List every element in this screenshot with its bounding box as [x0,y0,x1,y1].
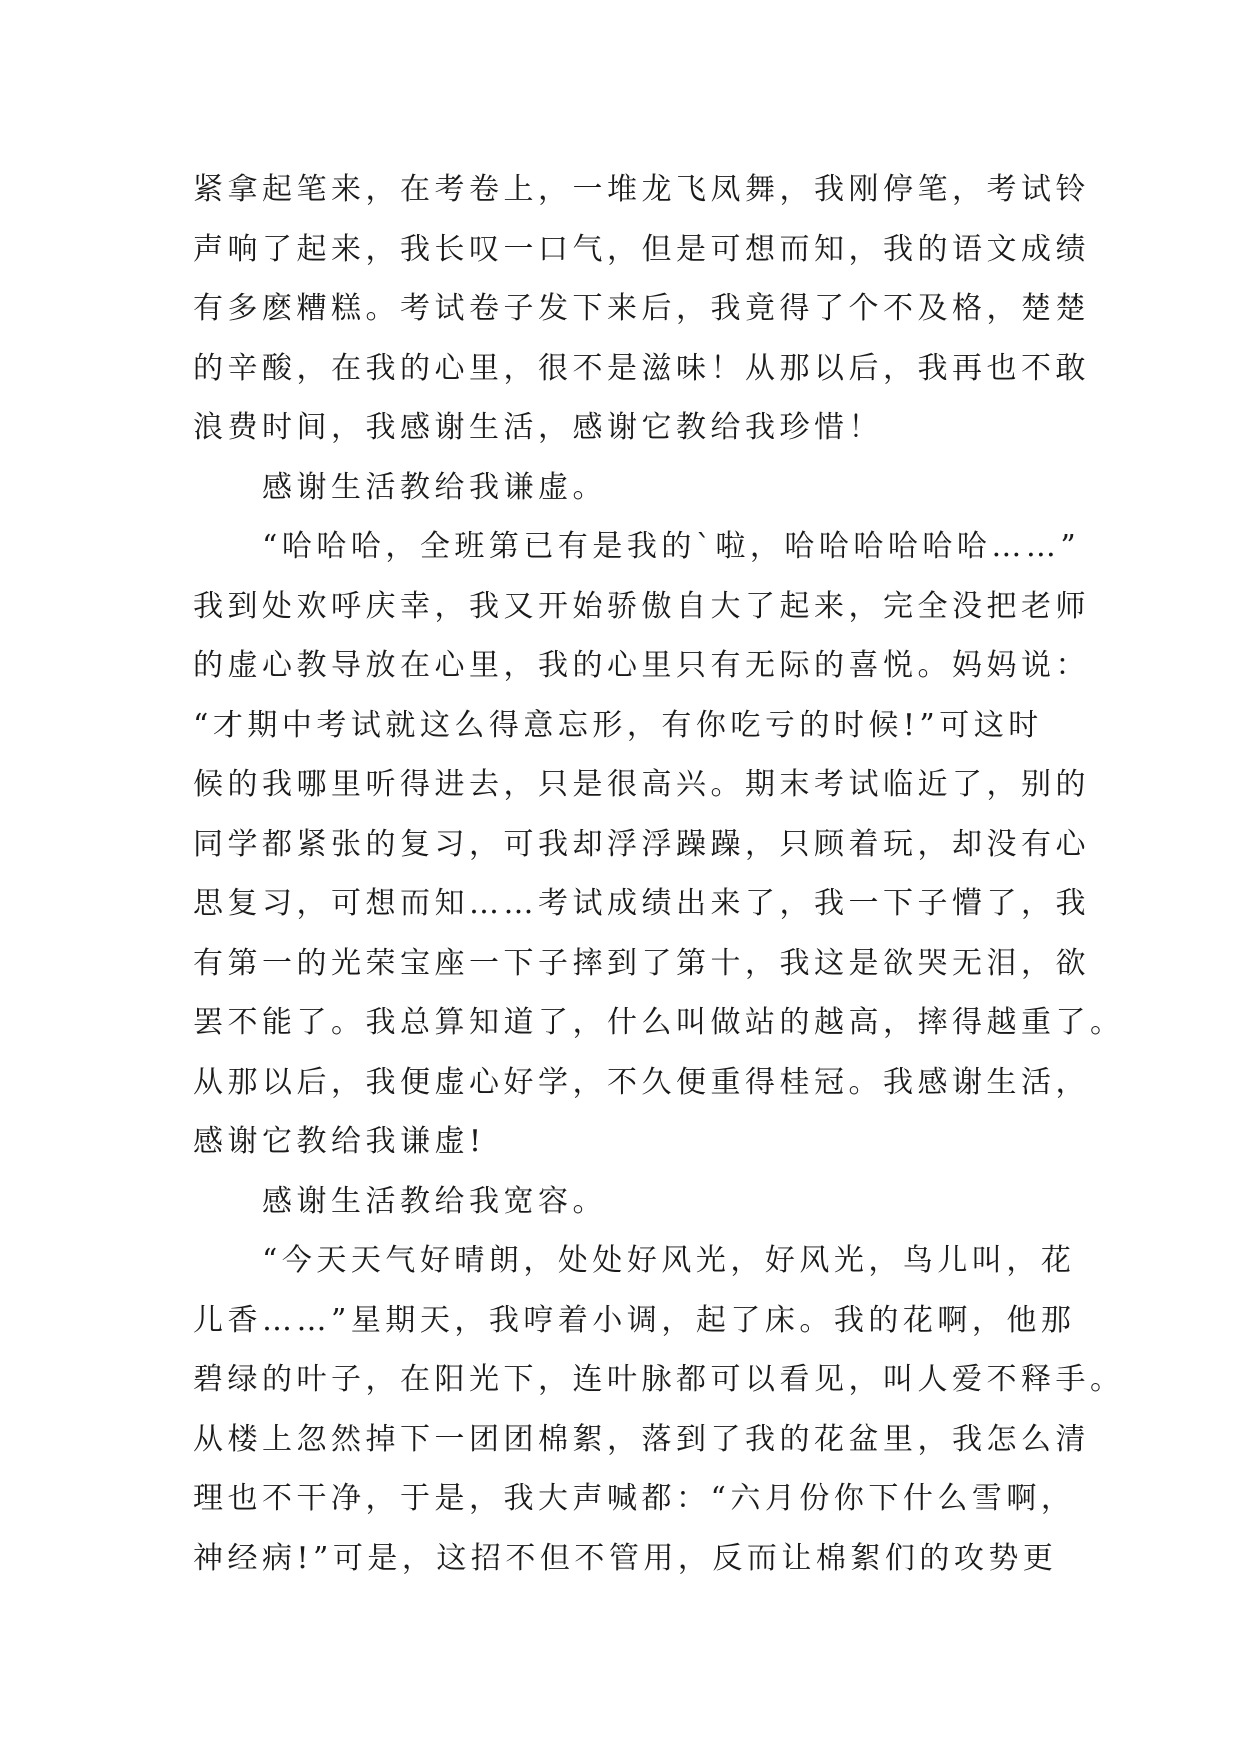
text-line: 感谢它教给我谦虚! [193,1124,486,1159]
text-line: 浪费时间，我感谢生活，感谢它教给我珍惜！ [193,410,883,445]
text-line: 碧绿的叶子，在阳光下，连叶脉都可以看见，叫人爱不释手。 [193,1362,1125,1397]
text-line: 理也不干净，于是，我大声喊都：“六月份你下什么雪啊， [193,1481,1076,1516]
text-line: 思复习，可想而知……考试成绩出来了，我一下子懵了，我 [193,886,1090,921]
text-line: 同学都紧张的复习，可我却浮浮躁躁，只顾着玩，却没有心 [193,826,1090,862]
text-line: 从楼上忽然掉下一团团棉絮，落到了我的花盆里，我怎么清 [193,1421,1090,1457]
text-line: 的辛酸，在我的心里，很不是滋味！从那以后，我再也不敢 [193,350,1090,386]
essay-text [193,160,1125,1588]
section-heading: 感谢生活教给我宽容。 [193,1183,607,1219]
text-line: 有多麽糟糕。考试卷子发下来后，我竟得了个不及格，楚楚 [193,291,1090,326]
text-line: 儿香……”星期天，我哼着小调，起了床。我的花啊，他那 [193,1302,1076,1338]
text-line: “才期中考试就这么得意忘形，有你吃亏的时候!”可这时 [193,707,1043,743]
text-line: 紧拿起笔来，在考卷上，一堆龙飞凤舞，我刚停笔，考试铃 [193,172,1090,207]
section-heading: 感谢生活教给我谦虚。 [193,469,607,505]
text-line: 的虚心教导放在心里，我的心里只有无际的喜悦。妈妈说： [193,648,1090,683]
text-line: “今天天气好晴朗，处处好风光，好风光，鸟儿叫，花 [193,1243,1076,1278]
text-line: 声响了起来，我长叹一口气，但是可想而知，我的语文成绩 [193,231,1090,267]
text-line: 候的我哪里听得进去，只是很高兴。期末考试临近了，别的 [193,767,1090,802]
text-line: 从那以后，我便虚心好学，不久便重得桂冠。我感谢生活， [193,1064,1090,1100]
text-line: 罢不能了。我总算知道了，什么叫做站的越高，摔得越重了。 [193,1005,1125,1040]
text-line: “哈哈哈，全班第已有是我的`啦，哈哈哈哈哈哈……” [193,529,1081,564]
text-line: 有第一的光荣宝座一下子摔到了第十，我这是欲哭无泪，欲 [193,945,1090,981]
text-line: 我到处欢呼庆幸，我又开始骄傲自大了起来，完全没把老师 [193,588,1090,624]
text-line: 神经病!”可是，这招不但不管用，反而让棉絮们的攻势更 [193,1540,1058,1576]
